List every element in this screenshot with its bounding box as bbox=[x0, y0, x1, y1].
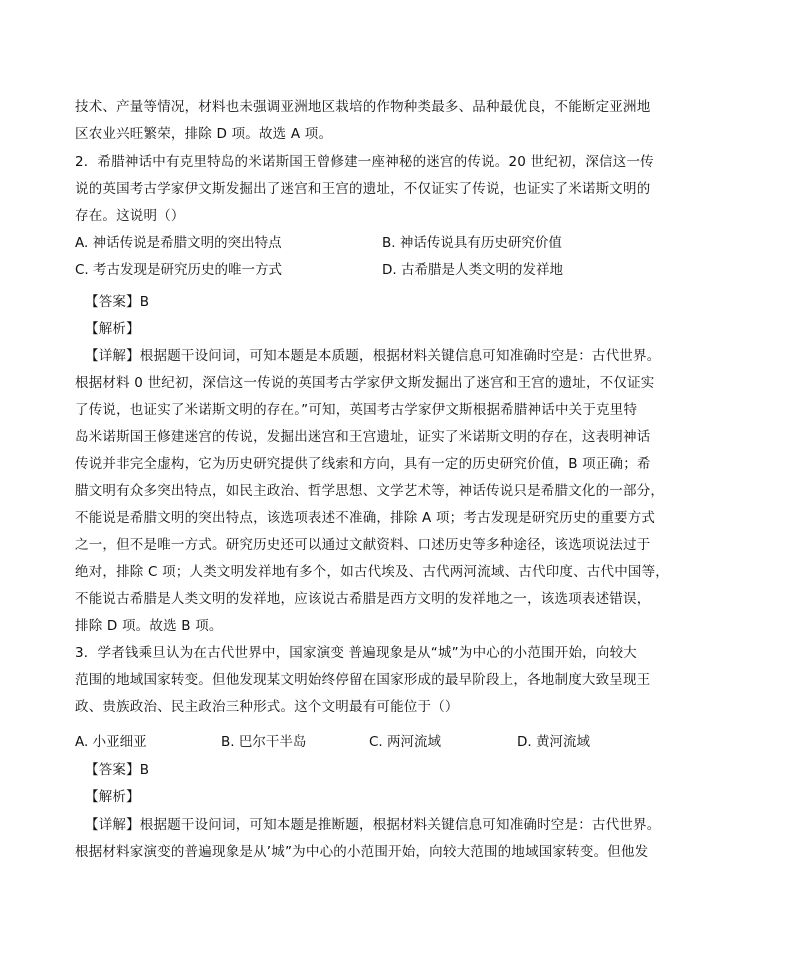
q2-explanation-line: 之一，但不是唯一方式。研究历史还可以通过文献资料、口述历史等多种途径，该选项说法过于 bbox=[75, 537, 651, 553]
q2-explanation-line: 传说并非完全虚构，它为历史研究提供了线索和方向，具有一定的历史研究价值，B 项正确；希 bbox=[75, 456, 651, 472]
q2-answer: 【答案】B bbox=[85, 294, 150, 310]
q3-stem-line: 3．学者钱乘旦认为在古代世界中，国家演变 普遍现象是从“城”为中心的小范围开始，向较大 bbox=[75, 645, 637, 661]
q3-explanation-line: 【详解】根据题干设问词，可知本题是推断题，根据材料关键信息可知准确时空是：古代世界。 bbox=[85, 817, 661, 833]
q2-explanation-line: 不能说是希腊文明的突出特点，该选项表述不准确，排除 A 项；考古发现是研究历史的重要方式 bbox=[75, 510, 656, 526]
q1-tail-line: 技术、产量等情况，材料也未强调亚洲地区栽培的作物种类最多、品种最优良，不能断定亚洲地 bbox=[75, 99, 651, 115]
q3-explanation-line: 根据材料家演变的普遍现象是从’城”为中心的小范围开始，向较大范围的地域国家转变。但他发 bbox=[75, 844, 649, 860]
q2-option-a: A. 神话传说是希腊文明的突出特点 bbox=[75, 235, 282, 251]
q2-explanation-line: 根据材料 0 世纪初，深信这一传说的英国考古学家伊文斯发掘出了迷宫和王宫的遗址，不仅证实 bbox=[75, 375, 655, 391]
q2-stem-line: 说的英国考古学家伊文斯发掘出了迷宫和王宫的遗址，不仅证实了传说，也证实了米诺斯文明的 bbox=[75, 181, 651, 197]
q3-analysis-label: 【解析】 bbox=[85, 789, 140, 805]
q3-stem-line: 范围的地域国家转变。但他发现某文明始终停留在国家形成的最早阶段上，各地制度大致呈现王 bbox=[75, 672, 651, 688]
q2-explanation-line: 【详解】根据题干设问词，可知本题是本质题，根据材料关键信息可知准确时空是：古代世界。 bbox=[85, 348, 661, 364]
q3-option-d: D. 黄河流域 bbox=[517, 734, 590, 750]
q2-stem-line: 2．希腊神话中有克里特岛的米诺斯国王曾修建一座神秘的迷宫的传说。20 世纪初，深信这一传 bbox=[75, 154, 654, 170]
q2-analysis-label: 【解析】 bbox=[85, 321, 140, 337]
q2-explanation-line: 岛米诺斯国王修建迷宫的传说，发掘出迷宫和王宫遗址，证实了米诺斯文明的存在，这表明神话 bbox=[75, 429, 651, 445]
q2-explanation-line: 不能说古希腊是人类文明的发祥地，应该说古希腊是西方文明的发祥地之一，该选项表述错误， bbox=[75, 591, 651, 607]
q2-explanation-line: 腊文明有众多突出特点，如民主政治、哲学思想、文学艺术等，神话传说只是希腊文化的一部分， bbox=[75, 483, 665, 499]
q2-explanation-line: 绝对，排除 C 项；人类文明发祥地有多个，如古代埃及、古代两河流域、古代印度、古代中国等， bbox=[75, 564, 670, 580]
q3-option-c: C. 两河流域 bbox=[369, 734, 442, 750]
q3-option-a: A. 小亚细亚 bbox=[75, 734, 147, 750]
q3-stem-line: 政、贵族政治、民主政治三种形式。这个文明最有可能位于（） bbox=[75, 699, 459, 715]
q3-option-b: B. 巴尔干半岛 bbox=[221, 734, 307, 750]
q2-stem-line: 存在。这说明（） bbox=[75, 208, 185, 224]
q1-tail-line: 区农业兴旺繁荣，排除 D 项。故选 A 项。 bbox=[75, 126, 333, 142]
q2-option-b: B. 神话传说具有历史研究价值 bbox=[382, 235, 562, 251]
q3-answer: 【答案】B bbox=[85, 762, 150, 778]
q2-explanation-line: 排除 D 项。故选 B 项。 bbox=[75, 618, 223, 634]
q2-option-d: D. 古希腊是人类文明的发祥地 bbox=[382, 262, 563, 278]
q2-explanation-line: 了传说，也证实了米诺斯文明的存在。”可知，英国考古学家伊文斯根据希腊神话中关于克里特 bbox=[75, 402, 638, 418]
q2-option-c: C. 考古发现是研究历史的唯一方式 bbox=[75, 262, 283, 278]
